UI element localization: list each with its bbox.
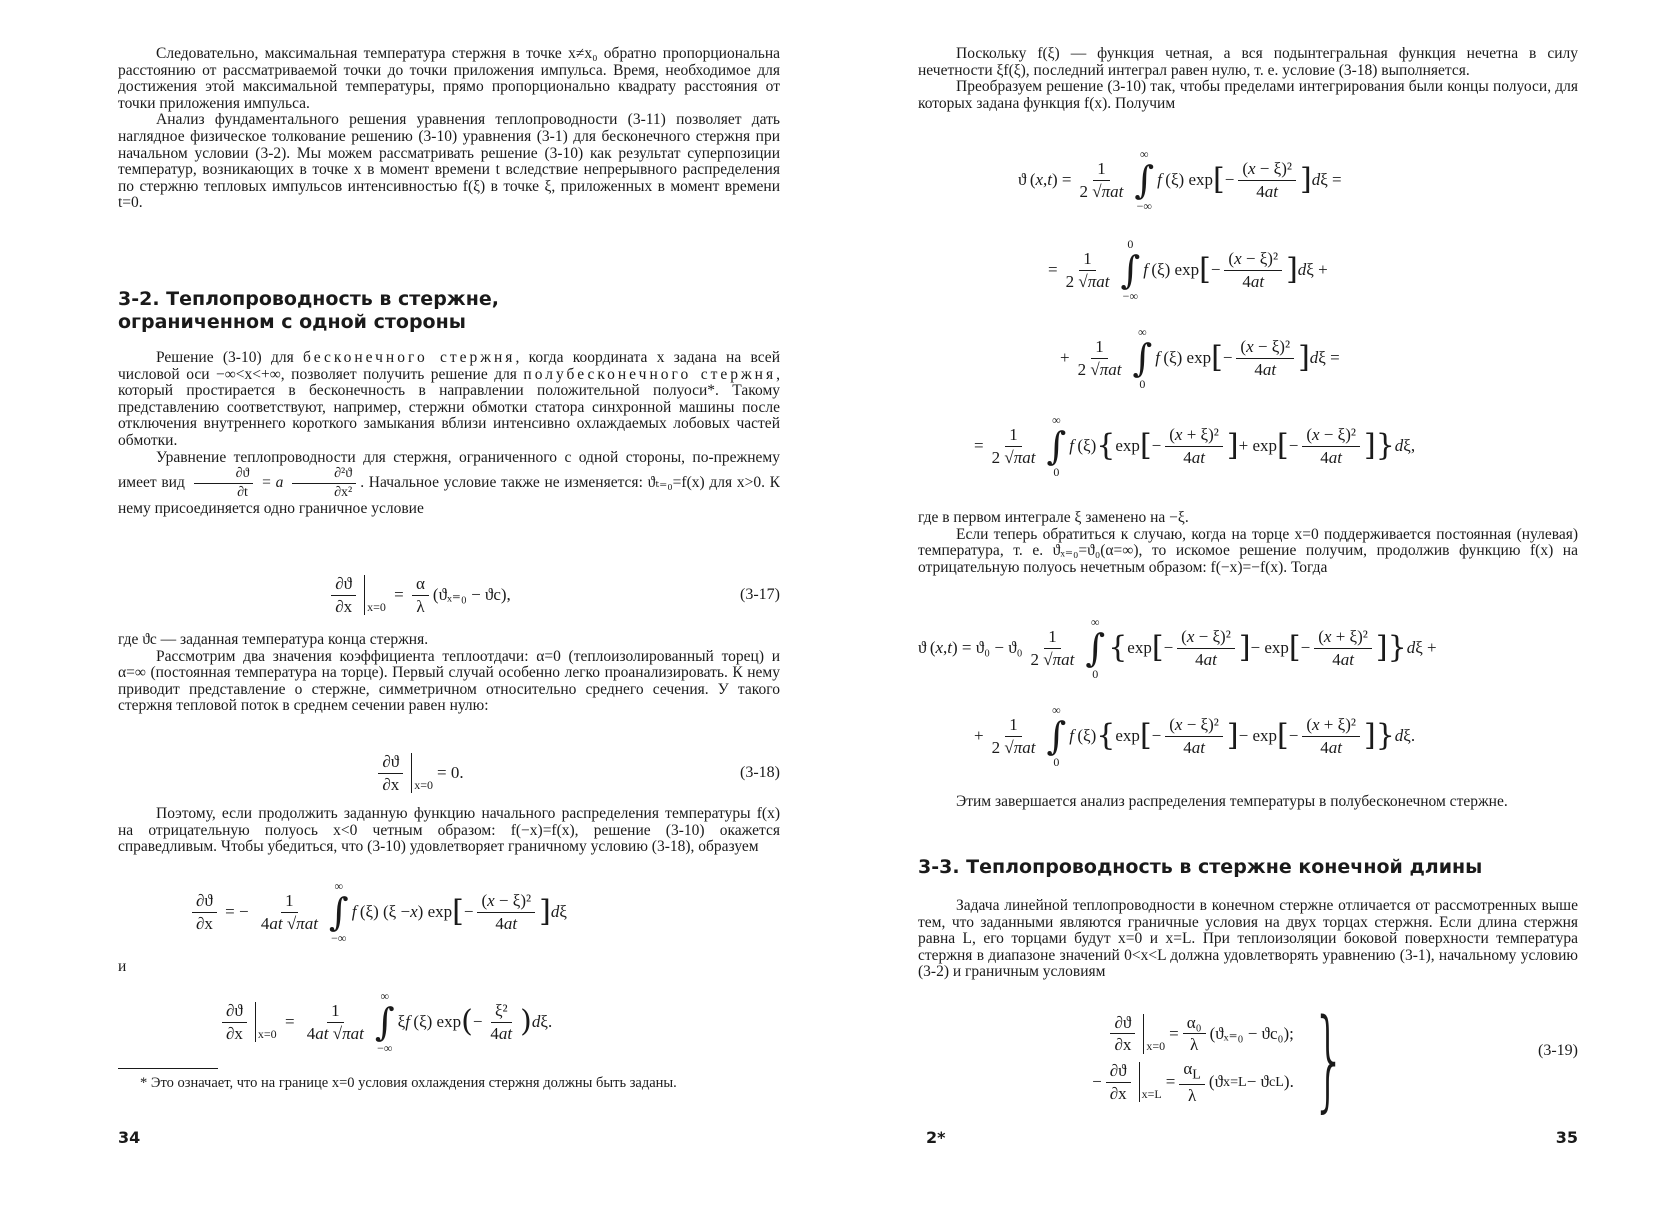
footnote: * Это означает, что на границе x=0 условия охлаждения стержня должны быть заданы. bbox=[140, 1075, 677, 1091]
equation-transform-3: + $\frac{1}{\text{2 √πat}}$ ∞ ∫ 0 f (ξ) exp [ − $\frac{\text{(x − ξ)²}}{4at}$ ] d ξ = bbox=[1060, 325, 1340, 391]
right-text-lower bbox=[918, 898, 1578, 981]
paragraph: Поэтому, если продолжить заданную функцию начального распределения температуры f(x) на отрицательную полуось x<0 четным образом: f(−x)=f(x), решение (3-10) окажется справедливым. Чтобы убедиться, что (3-10) удовлетворяет граничному условию (3-18), образуем bbox=[118, 805, 780, 856]
inline-fraction: $\frac{\partial ϑ}{\partial t}$ bbox=[194, 466, 254, 501]
paragraph: Анализ фундаментального решения уравнения теплопроводности (3-11) позволяет дать наглядное физическое толкование решению (3-10) уравнения (3-1) для бесконечного стержня при начальном условии (3-2). Мы можем рассматривать решение (3-10) как результат суперпозиции температур, возникающих в точке x в момент времени t вследствие непрерывного распределения по стержню тепловых импульсов интенсивностью f(ξ) в точке ξ, приложенных в момент времени t=0. bbox=[118, 111, 780, 212]
and-word: и bbox=[118, 958, 127, 975]
paragraph: Задача линейной теплопроводности в конечном стержне отличается от рассмотренных выше тем, что заданными являются граничные условия на двух торцах стержня. Если длина стержня равна L, его торцами будут x=0 и x=L. При теплоизоляции боковой поверхности температура стержня в диапазоне значений 0<x<L должна удовлетворять уравнению (3-1), начальному условию (3-2) и граничным условиям bbox=[918, 897, 1578, 981]
equation-number: (3-19) bbox=[1538, 1042, 1578, 1059]
page-signature: 2* bbox=[926, 1128, 946, 1147]
page-number: 34 bbox=[118, 1128, 141, 1147]
right-text-mid bbox=[918, 510, 1578, 576]
right-text-conclusion bbox=[918, 794, 1578, 811]
equation-3-19 bbox=[918, 995, 1578, 1123]
footnote-area bbox=[118, 1060, 780, 1091]
left-page bbox=[118, 0, 780, 1220]
equation-transform-1: ϑ ( x , t ) = $\frac{1}{\text{2 √πat}}$ ∞ ∫ −∞ f (ξ) exp [ − $\frac{\text{(x − ξ)²}}{4at}$ ] d ξ = bbox=[1018, 147, 1342, 213]
section-title: 3-3. Теплопроводность в стержне конечной длины bbox=[918, 856, 1483, 878]
equation-boundary-check: $\frac{\partial ϑ}{\partial x}$ x=0 = $\frac{1}{\text{4at √πat}}$ ∞ ∫ −∞ ξ f (ξ) exp ( − $\frac{\text{ξ²}}{4at}$ ) d ξ. bbox=[118, 990, 780, 1054]
paragraph: Если теперь обратиться к случаю, когда на торце x=0 поддерживается постоянная (нулевая) температура, т. е. ϑₓ₌₀=ϑ₀(α=∞), то искомое решение получим, продолжив функцию f(x) на отрицательную полуось нечетным образом: f(−x)=−f(x). Тогда bbox=[918, 525, 1578, 576]
right-text-top bbox=[918, 46, 1578, 112]
paragraph: Уравнение теплопроводности для стержня, ограниченного с одной стороны, по-прежнему имеет вид $\frac{\partial ϑ}{\partial t}$ = a $\frac{\text{∂²ϑ}}{\text{∂x²}}$ . Начальное условие также не изменяется: ϑₜ₌₀=f(x) для x>0. К нему присоединяется одно граничное условие bbox=[118, 448, 781, 518]
left-text-mid2 bbox=[118, 632, 780, 715]
section-heading-3-2 bbox=[118, 288, 780, 334]
equation-odd-1: ϑ ( x , t ) = ϑ₀ − ϑ₀ $\frac{1}{\text{2 √πat}}$ ∞ ∫ 0 { exp [ − $\frac{\text{(x − ξ)²}}{4at}$ ] − exp [ − $\frac{\text{(x + ξ)²}}{4at}$ ] } d ξ + bbox=[918, 615, 1437, 681]
inline-fraction: $\frac{\text{∂²ϑ}}{\text{∂x²}}$ bbox=[292, 466, 356, 501]
equation-number: (3-18) bbox=[740, 764, 780, 782]
paragraph: Поскольку f(ξ) — функция четная, а вся подынтегральная функция нечетна в силу нечетности ξf(ξ), последний интеграл равен нулю, т. е. условие (3-18) выполняется. bbox=[918, 45, 1578, 79]
equation-odd-2: + $\frac{1}{\text{2 √πat}}$ ∞ ∫ 0 f (ξ) { exp [ − $\frac{\text{(x − ξ)²}}{4at}$ ] − exp [ − $\frac{\text{(x + ξ)²}}{4at}$ ] } d ξ. bbox=[974, 703, 1416, 769]
footnote-rule bbox=[118, 1068, 218, 1069]
right-brace: } bbox=[1311, 995, 1347, 1123]
equation-3-18: $\frac{\partial ϑ}{\partial x}$ x=0 = 0. (3-18) bbox=[118, 752, 780, 794]
section-heading-3-3 bbox=[918, 856, 1578, 879]
equation-3-19-line2: − $\frac{\partial ϑ}{\partial x}$ x=L = $\frac{\alpha_L}{\lambda}$ (ϑ x=L − ϑ cL ). bbox=[1092, 1058, 1294, 1105]
paragraph: где ϑc — заданная температура конца стержня. bbox=[118, 631, 429, 648]
paragraph: Этим завершается анализ распределения температуры в полубесконечном стержне. bbox=[956, 793, 1508, 810]
section-title-line: 3-2. Теплопроводность в стержне, bbox=[118, 288, 499, 310]
right-page bbox=[918, 0, 1578, 1220]
equation-transform-2: = $\frac{1}{\text{2 √πat}}$ 0 ∫ −∞ f (ξ) exp [ − $\frac{\text{(x − ξ)²}}{4at}$ ] d ξ + bbox=[1048, 237, 1328, 303]
paragraph: Следовательно, максимальная температура стержня в точке x≠x₀ обратно пропорциональна расстоянию от рассматриваемой точки до точки приложения импульса. Время, необходимое для достижения этой максимальной температуры, прямо пропорционально квадрату расстояния от точки приложения импульса. bbox=[118, 45, 780, 112]
section-title-line: ограниченном с одной стороны bbox=[118, 311, 466, 333]
left-text-mid bbox=[118, 350, 780, 518]
left-text-lower bbox=[118, 806, 780, 856]
paragraph: где в первом интеграле ξ заменено на −ξ. bbox=[918, 509, 1189, 526]
equation-number: (3-17) bbox=[740, 586, 780, 604]
left-text-top bbox=[118, 46, 780, 212]
equation-derivative: $\frac{\partial ϑ}{\partial x}$ = − $\frac{1}{\text{4at √πat}}$ ∞ ∫ −∞ f (ξ) (ξ − x ) exp [ − $\frac{\text{(x − ξ)²}}{4at}$ ] d ξ bbox=[118, 880, 780, 944]
page-number: 35 bbox=[1555, 1128, 1578, 1147]
equation-3-17: $\frac{\partial ϑ}{\partial x}$ x=0 = $\frac{\alpha}{\lambda}$ (ϑₓ₌₀ − ϑc), (3-17) bbox=[118, 574, 780, 616]
paragraph: Решение (3-10) для бесконечного стержня, когда координата x задана на всей числовой оси −∞<x<+∞, позволяет получить решение для полубесконечного стержня, который простирается в бесконечность в направлении положительной полуоси*. Такому представлению соответствуют, например, стержни обмотки статора синхронной машины после отключения внутреннего короткого замыкания вблизи интенсивно охлаждаемых лобовых частей обмотки. bbox=[118, 349, 780, 449]
paragraph: Преобразуем решение (3-10) так, чтобы пределами интегрирования были концы полуоси, для которых задана функция f(x). Получим bbox=[918, 78, 1578, 112]
paragraph: Рассмотрим два значения коэффициента теплоотдачи: α=0 (теплоизолированный торец) и α=∞ (постоянная температура на торце). Первый случай особенно легко проанализировать. К нему приводит представление о стержне, симметричном относительно среднего сечения. У такого стержня тепловой поток в среднем сечении равен нулю: bbox=[118, 647, 780, 715]
equation-3-19-line1: $\frac{\partial ϑ}{\partial x}$ x=0 = $\frac{\text{α₀}}{\lambda}$ (ϑₓ₌₀ − ϑc₀); bbox=[1092, 1013, 1294, 1055]
equation-transform-4: = $\frac{1}{\text{2 √πat}}$ ∞ ∫ 0 f (ξ) { exp [ − $\frac{\text{(x + ξ)²}}{4at}$ ] + exp [ − $\frac{\text{(x − ξ)²}}{4at}$ ] } d ξ, bbox=[974, 413, 1416, 479]
